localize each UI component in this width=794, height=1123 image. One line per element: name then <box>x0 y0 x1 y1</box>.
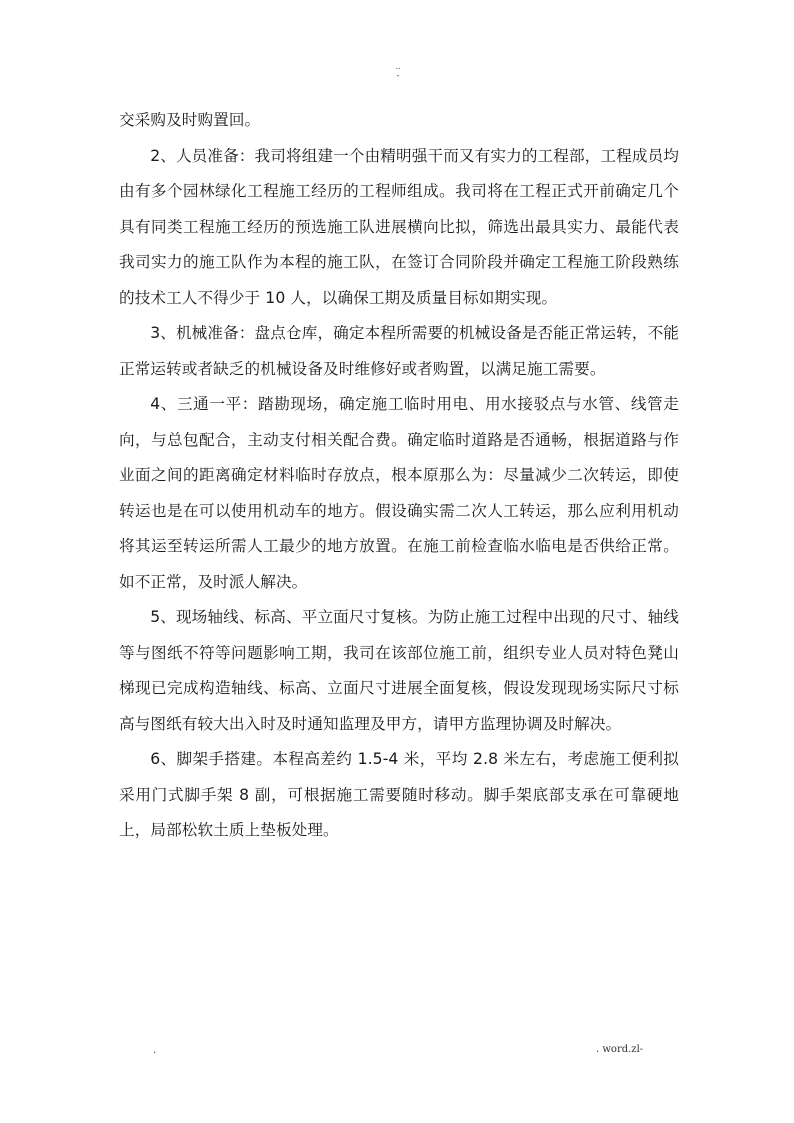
paragraph-personnel-preparation: 2、人员准备：我司将组建一个由精明强干而又有实力的工程部，工程成员均由有多个园林绿化工程施工经历的工程师组成。我司将在工程正式开前确定几个具有同类工程施工经历的预选施工队进展横向比拟，筛选出最具实力、最能代表我司实力的施工队作为本程的施工队，在签订合同阶段并确定工程施工阶段熟练的技术工人不得少于 10 人，以确保工期及质量目标如期实现。 <box>119 146 679 307</box>
page-header-mark: .. - <box>395 62 401 80</box>
footer-watermark: . word.zl- <box>596 1044 644 1055</box>
document-body <box>119 103 679 849</box>
footer-left-mark: . <box>153 1045 157 1056</box>
paragraph-machinery-preparation: 3、机械准备：盘点仓库，确定本程所需要的机械设备是否能正常运转，不能正常运转或者缺乏的机械设备及时维修好或者购置，以满足施工需要。 <box>119 324 679 378</box>
paragraph-axis-elevation-check: 5、现场轴线、标高、平立面尺寸复核。为防止施工过程中出现的尺寸、轴线等与图纸不符等问题影响工期，我司在该部位施工前，组织专业人员对特色凳山梯现已完成构造轴线、标高、立面尺寸进展全面复核，假设发现现场实际尺寸标高与图纸有较大出入时及时通知监理及甲方，请甲方监理协调及时解决。 <box>119 608 679 733</box>
paragraph-site-utilities: 4、三通一平：踏勘现场，确定施工临时用电、用水接驳点与水管、线管走向，与总包配合，主动支付相关配合费。确定临时道路是否通畅，根据道路与作业面之间的距离确定材料临时存放点，根本原那么为：尽量减少二次转运，即使转运也是在可以使用机动车的地方。假设确实需二次人工转运，那么应利用机动将其运至转运所需人工最少的地方放置。在施工前检查临水临电是否供给正常。如不正常，及时派人解决。 <box>119 395 679 591</box>
paragraph-scaffolding: 6、脚架手搭建。本程高差约 1.5-4 米，平均 2.8 米左右，考虑施工便利拟采用门式脚手架 8 副，可根据施工需要随时移动。脚手架底部支承在可靠硬地上，局部松软土质上垫板处理。 <box>119 750 679 839</box>
paragraph-continuation: 交采购及时购置回。 <box>119 111 261 129</box>
